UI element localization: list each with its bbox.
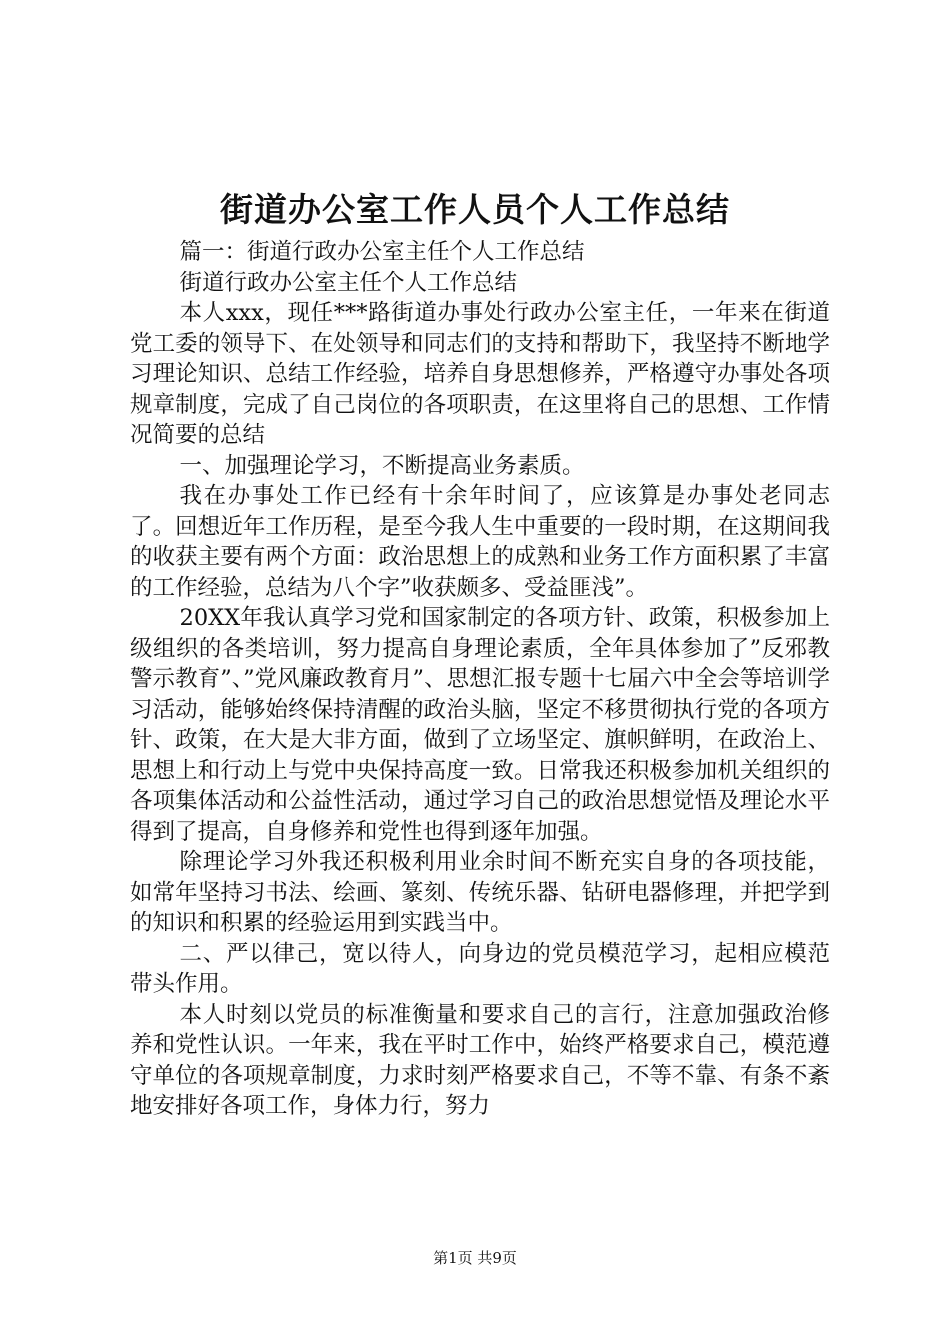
paragraph: 我在办事处工作已经有十余年时间了，应该算是办事处老同志了。回想近年工作历程，是至今我人生中重要的一段时期，在这期间我的收获主要有两个方面：政治思想上的成熟和业务工作方面积累了丰富的工作经验，总结为八个字”收获颇多、受益匪浅”。 xyxy=(130,483,830,601)
subtitle: 街道行政办公室主任个人工作总结 xyxy=(179,269,518,296)
paragraph: 本人xxx，现任***路街道办事处行政办公室主任，一年来在街道党工委的领导下、在处领导和同志们的支持和帮助下，我坚持不断地学习理论知识、总结工作经验，培养自身思想修养，严格遵守办事处各项规章制度，完成了自己岗位的各项职责，在这里将自己的思想、工作情况简要的总结 xyxy=(130,300,830,448)
section-heading-1: 篇一：街道行政办公室主任个人工作总结 xyxy=(179,239,585,265)
section-heading: 一、加强理论学习，不断提高业务素质。 xyxy=(179,452,585,479)
section-heading: 二、严以律己，宽以待人，向身边的党员模范学习，起相应模范带头作用。 xyxy=(130,940,830,997)
paragraph: 20XX年我认真学习党和国家制定的各项方针、政策，积极参加上级组织的各类培训，努力提高自身理论素质，全年具体参加了”反邪教警示教育”、”党风廉政教育月”、思想汇报专题十七届六中全会等培训学习活动，能够始终保持清醒的政治头脑，坚定不移贯彻执行党的各项方针、政策，在大是大非方面，做到了立场坚定、旗帜鲜明，在政治上、思想上和行动上与党中央保持高度一致。日常我还积极参加机关组织的各项集体活动和公益性活动，通过学习自己的政治思想觉悟及理论水平得到了提高，自身修养和党性也得到逐年加强。 xyxy=(130,605,830,845)
document-body xyxy=(130,237,830,1122)
paragraph: 除理论学习外我还积极利用业余时间不断充实自身的各项技能，如常年坚持习书法、绘画、篆刻、传统乐器、钻研电器修理，并把学到的知识和积累的经验运用到实践当中。 xyxy=(130,849,830,936)
document-title: 街道办公室工作人员个人工作总结 xyxy=(220,190,730,229)
page-number-footer: 第1页 共9页 xyxy=(433,1249,517,1267)
paragraph: 本人时刻以党员的标准衡量和要求自己的言行，注意加强政治修养和党性认识。一年来，我在平时工作中，始终严格要求自己，模范遵守单位的各项规章制度，力求时刻严格要求自己，不等不靠、有条不紊地安排好各项工作，身体力行，努力 xyxy=(130,1001,830,1119)
